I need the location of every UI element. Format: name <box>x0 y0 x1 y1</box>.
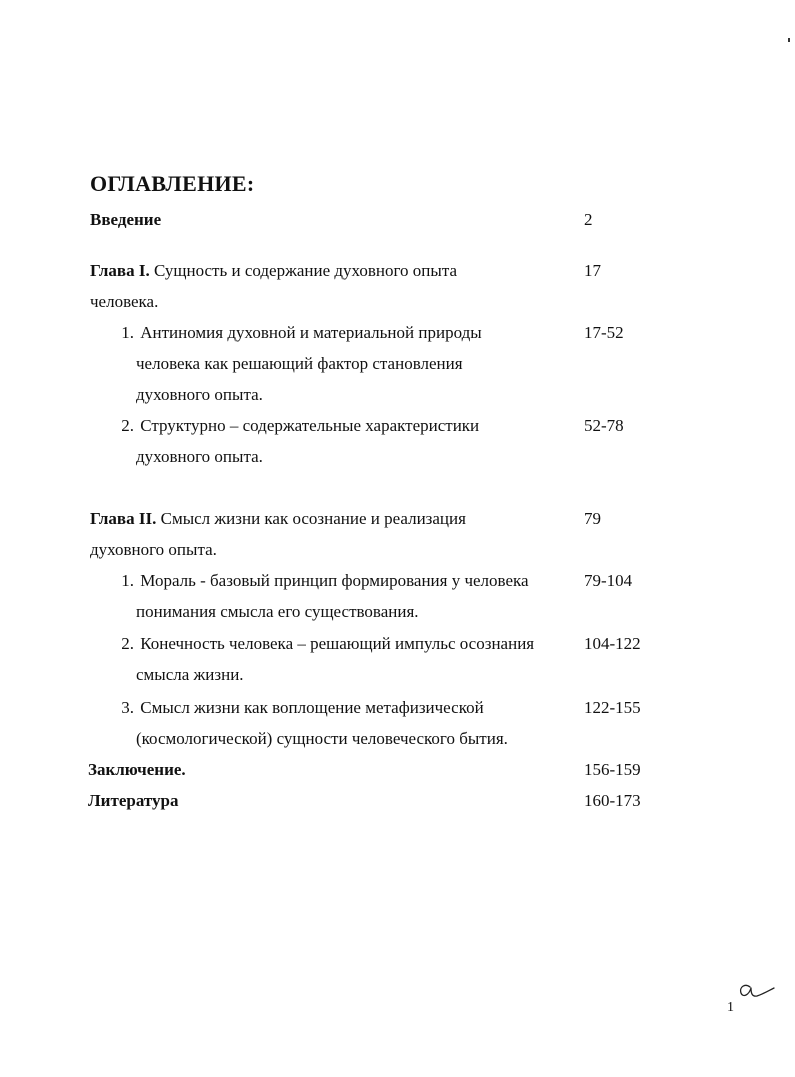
section-line: Мораль - базовый принцип формирования у человека <box>140 571 529 590</box>
toc-page-section-2-1: 79-104 <box>584 571 633 590</box>
toc-page-chapter-1: 17 <box>584 261 601 280</box>
toc-entry-conclusion: Заключение. <box>88 760 186 779</box>
chapter-1-title-line1: Сущность и содержание духовного опыта <box>149 261 457 280</box>
section-number: 1. <box>121 323 134 342</box>
toc-section-2-3 <box>110 697 484 719</box>
toc-page-intro: 2 <box>584 210 593 229</box>
chapter-1-prefix: Глава I. <box>90 261 150 280</box>
page-number: 1 <box>727 1000 734 1015</box>
toc-page-chapter-2: 79 <box>584 509 601 528</box>
chapter-2-title-line1: Смысл жизни как осознание и реализация <box>156 509 466 528</box>
section-line: Смысл жизни как воплощение метафизической <box>140 698 484 717</box>
section-number: 2. <box>121 634 134 653</box>
toc-page-section-1-2: 52-78 <box>584 416 624 435</box>
section-line: смысла жизни. <box>136 665 244 684</box>
section-line: (космологической) сущности человеческого бытия. <box>136 729 508 748</box>
section-number: 3. <box>121 698 134 717</box>
toc-entry-literature: Литература <box>88 791 179 810</box>
toc-section-2-1 <box>110 570 529 592</box>
section-line: человека как решающий фактор становления <box>136 354 463 373</box>
section-line: духовного опыта. <box>136 385 263 404</box>
toc-entry-intro: Введение <box>90 210 162 229</box>
toc-section-1-2 <box>110 415 479 437</box>
section-line: Структурно – содержательные характеристики <box>140 416 480 435</box>
toc-section-1-1 <box>110 322 482 344</box>
toc-page-section-2-2: 104-122 <box>584 634 641 653</box>
toc-page-conclusion: 156-159 <box>584 760 641 779</box>
section-line: Конечность человека – решающий импульс осознания <box>140 634 535 653</box>
section-line: понимания смысла его существования. <box>136 602 419 621</box>
toc-page-section-2-3: 122-155 <box>584 698 641 717</box>
section-number: 1. <box>121 571 134 590</box>
chapter-1-title-line2: человека. <box>90 292 159 311</box>
toc-title: ОГЛАВЛЕНИЕ: <box>90 171 255 196</box>
handwritten-mark <box>736 978 776 1004</box>
section-line: духовного опыта. <box>136 447 263 466</box>
toc-section-2-2 <box>110 633 534 655</box>
toc-chapter-1-title <box>90 260 457 282</box>
toc-chapter-2-title <box>90 508 466 530</box>
scan-mark <box>788 38 790 42</box>
toc-page-literature: 160-173 <box>584 791 641 810</box>
toc-page-section-1-1: 17-52 <box>584 323 624 342</box>
chapter-2-prefix: Глава II. <box>90 509 157 528</box>
section-line: Антиномия духовной и материальной природы <box>140 323 482 342</box>
chapter-2-title-line2: духовного опыта. <box>90 540 217 559</box>
section-number: 2. <box>121 416 134 435</box>
